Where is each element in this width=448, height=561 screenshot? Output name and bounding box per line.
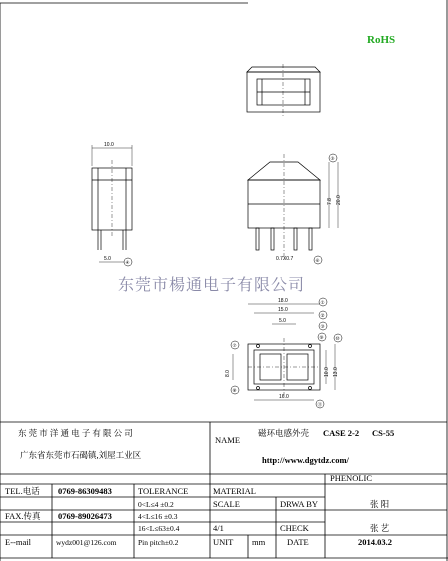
name-label: NAME — [215, 435, 241, 445]
scale-label: SCALE — [213, 499, 240, 509]
product-name: 磁环电感外壳 — [258, 428, 310, 438]
material-label: MATERIAL — [213, 486, 256, 496]
company-watermark: 东莞市楊通电子有限公司 — [118, 277, 306, 294]
company-address: 广东省东莞市石碣镇,刘屋工业区 — [20, 450, 142, 460]
tel-value: 0769-86309483 — [58, 486, 112, 496]
date-label: DATE — [287, 537, 309, 547]
front-balloon-5-label: ⑤ — [330, 156, 335, 161]
tolerance-row-2: 4<L≤16 ±0.3 — [138, 512, 178, 521]
email-label: E--mail — [5, 537, 31, 547]
scale-value: 4/1 — [213, 523, 224, 533]
tel-label: TEL.电话 — [5, 486, 40, 496]
side-pin-pitch-dim: 5.0 — [104, 256, 111, 262]
bottom-dim-right-2: 13.0 — [333, 367, 339, 377]
bottom-balloons — [231, 298, 342, 408]
case-code: CASE 2-2 — [323, 428, 360, 438]
front-height-dim-1: 7.8 — [327, 198, 333, 205]
bottom-dim-top-1: 18.0 — [278, 298, 288, 304]
unit-value: mm — [252, 537, 266, 547]
bottom-dim-right-1: 10.0 — [324, 367, 330, 377]
front-pin-note: 0.7X0.7 — [276, 256, 294, 262]
bottom-dim-top-3: 5.0 — [279, 318, 286, 324]
front-balloon-6-label: ⑥ — [315, 258, 320, 263]
bottom-dim-left: 8.0 — [225, 370, 231, 377]
bottom-balloon-7: ⑦ — [232, 343, 237, 348]
tolerance-label: TOLERANCE — [138, 486, 189, 496]
bottom-balloon-3: ③ — [320, 324, 325, 329]
bottom-dim-top-2: 15.0 — [278, 307, 288, 313]
bottom-balloon-1: ① — [320, 300, 325, 305]
bottom-balloon-8: ⑧ — [232, 388, 237, 393]
unit-label: UNIT — [213, 537, 234, 547]
part-number: CS-55 — [372, 428, 395, 438]
front-view — [248, 154, 338, 262]
front-height-dim-2: 20.0 — [336, 195, 342, 205]
bottom-balloon-10: ⑩ — [335, 336, 340, 341]
check-label: CHECK — [280, 523, 309, 533]
bottom-balloon-2: ② — [320, 313, 325, 318]
check-value: 张 艺 — [370, 523, 390, 533]
side-width-dim: 10.0 — [104, 142, 114, 148]
rohs-label: RoHS — [367, 34, 396, 46]
bottom-dim-bottom: 16.0 — [279, 394, 289, 400]
bottom-balloon-11: ⑪ — [317, 402, 322, 407]
bottom-balloon-9: ⑨ — [319, 335, 324, 340]
top-view — [247, 64, 320, 116]
tolerance-row-3: 16<L≤63±0.4 — [138, 524, 180, 533]
company-name: 东 莞 市 洋 通 电 子 有 限 公 司 — [18, 428, 133, 438]
material-value: PHENOLIC — [330, 473, 373, 483]
drawn-by-value: 张 阳 — [370, 499, 390, 509]
fax-value: 0769-89026473 — [58, 511, 112, 521]
tolerance-row-1: 0<L≤4 ±0.2 — [138, 500, 174, 509]
email-value: wydz001@126.com — [56, 538, 117, 547]
side-view — [92, 145, 132, 262]
fax-label: FAX.传真 — [5, 511, 41, 521]
date-value: 2014.03.2 — [358, 537, 392, 547]
drawn-by-label: DRWA BY — [280, 499, 319, 509]
pin-pitch-tolerance: Pin pitch±0.2 — [138, 538, 179, 547]
side-balloon-label: ④ — [125, 260, 130, 265]
website: http://www.dgytdz.com/ — [262, 455, 349, 465]
